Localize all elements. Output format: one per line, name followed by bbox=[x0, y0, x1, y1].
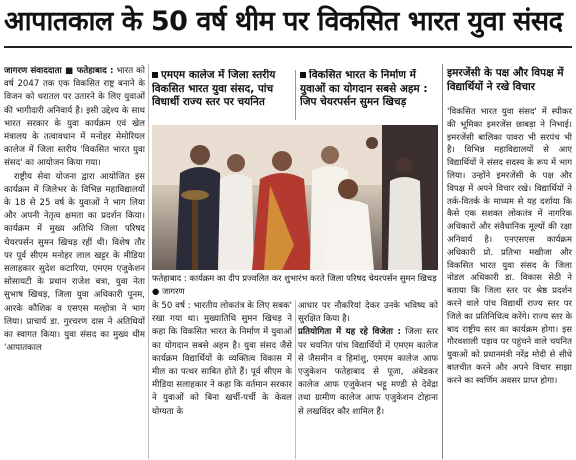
dateline: जागरण संवाददाता ■ फतेहाबाद : bbox=[4, 66, 114, 76]
winners-text: जिला स्तर पर चयनित पांच विद्यार्थियों में एमएम कालेज से जैसमीन व हिमांशु, एमएम कालेज आफ एजुकेशन फतेहाबाद से पूजा, अंबेडकर कालेज आफ एजुकेशन भट्टू मण्डी से देवेंद्रा तथा ग्रामीण कालेज आफ एजुकेशन टोहाना से लखविंदर कौर शामिल हैं। bbox=[298, 327, 438, 417]
deck-headline-1 bbox=[152, 69, 292, 121]
deck-headline-1-text: एमएम कालेज में जिला स्तरीय विकसित भारत युवा संसद, पांच विधार्थी राज्य स्तर पर चयनित bbox=[152, 69, 276, 109]
column-2-text: के 50 वर्ष : भारतीय लोकतंत्र के लिए सबक' रखा गया था। मुख्यातिथि सुमन खिचड़ ने कहा कि विकसित भारत के निर्माण में युवाओं का योगदान सबसे अहम है। युवा संसद जैसे कार्यक्रम विद्यार्थियों के व्यक्तित्व विकास में मील का पत्थर साबित होते हैं। पूर्व सीएम के मीडिया सलाहकार ने कहा कि वर्तमान सरकार ने युवाओं को बिना खर्ची-पर्ची के केवल योग्यता के bbox=[152, 301, 292, 417]
photo-illustration bbox=[152, 125, 438, 270]
column-3-paragraph-1: आधार पर नौकरियां देकर उनके भविष्य को सुरक्षित किया है। bbox=[298, 301, 438, 325]
headline: आपातकाल के 50 वर्ष थीम पर विकसित भारत युवा संसद bbox=[4, 6, 563, 37]
headline-rule bbox=[4, 46, 572, 48]
column-divider-2 bbox=[295, 300, 296, 459]
column-3-paragraph-2 bbox=[298, 326, 438, 418]
column-1-paragraph-1: भारत को वर्ष 2047 तक एक विकसित राष्ट्र बनाने के विजन को धरातल पर उतारने के लिए युवाओं की भागीदारी अनिवार्य है। इसी उद्देश्य के साथ भारत सरकार के युवा कार्यक्रम एवं खेल मंत्रालय के तत्वावधान में मनोहर मेमोरियल कालेज में जिला स्तरीय 'विकसित भारत युवा संसद' का आयोजन किया गया। bbox=[4, 66, 145, 169]
article-column-2 bbox=[152, 300, 292, 459]
bullet-square-icon bbox=[152, 72, 158, 78]
deck-headline-2-text: विकसित भारत के निर्माण में युवाओं का योगदान सबसे अहम : जिप चेयरपर्सन सुमन खिचड़ bbox=[300, 69, 428, 109]
article-column-1 bbox=[4, 65, 145, 459]
photo-caption: फतेहाबाद : कार्यक्रम का दीप प्रज्वलित कर शुभारंभ करते जिला परिषद चेयरपर्सन सुमन खिचड़ ● जागरण bbox=[152, 273, 437, 296]
article-column-3 bbox=[298, 300, 438, 459]
column-divider-1 bbox=[148, 64, 149, 459]
side-headline: इमरजेंसी के पक्ष और विपक्ष में विद्यार्थियों ने रखे विचार bbox=[447, 67, 564, 93]
column-divider-3 bbox=[442, 64, 443, 459]
deck-divider bbox=[295, 70, 296, 120]
column-1-paragraph-2: राष्ट्रीय सेवा योजना द्वारा आयोजित इस कार्यक्रम में जिलेभर के विभिन्न महाविद्यालयों के 18 से 25 वर्ष के युवाओं ने भाग लिया और अपनी नेतृत्व क्षमता का प्रदर्शन किया। कार्यक्रम में मुख्य अतिथि जिला परिषद चेयरपर्सन सुमन खिचड़ रहीं थी। विशेष तौर पर पूर्व सीएम मनोहर लाल खट्टर के मीडिया सलाहकार सुदेश कटारिया, एमएम एजुकेशन सोसायटी के प्रधान राजेश बत्रा, युवा नेता सुभाष खिचड़, जिला युवा अधिकारी पूनम, आरके कौशिक व एसएस मल्होत्रा ने भाग लिया। प्राचार्य डा. गुरचरण दास ने अतिथियों का स्वागत किया। युवा संसद का मुख्य थीम 'आपातकाल bbox=[4, 171, 145, 354]
event-photo bbox=[152, 125, 438, 270]
column-1-text bbox=[4, 65, 145, 171]
side-article-text: 'विकसित भारत युवा संसद' में स्पीकर की भूमिका इमरजेंस छाबड़ा ने निभाई। इमरजेंसी बालिका पावरा भी सरपंच भी है। विभिन्न महाविद्यालयों से आए विद्यार्थियों ने संसद सदस्य के रूप में भाग लिया। उन्होंने इमरजेंसी के पक्ष और विपक्ष में अपने विचार रखे। विद्यार्थियों ने तर्क-वितर्क के माध्यम से यह दर्शाया कि कैसे एक सशक्त लोकतंत्र में नागरिक अधिकारों और संवैधानिक मूल्यों की रक्षा अनिवार्य है। एनएसएस कार्यक्रम अधिकारी प्रो. प्रतिभा मखीजा और विकसित भारत युवा संसद के जिला नोडल अधिकारी डा. विकास सेठी ने बताया कि जिला स्तर पर श्रेष्ठ प्रदर्शन करने वाले पांच विद्यार्थी राज्य स्तर पर जिले का प्रतिनिधित्व करेंगे। राज्य स्तर के बाद राष्ट्रीय स्तर का कार्यक्रम होगा। इस गौरवशाली पड़ाव पर पहुंचने वाले चयनित युवाओं को प्रधानमंत्री नरेंद्र मोदी से सीधे बातचीत करने और अपने विचार साझा करने का स्वर्णिम अवसर प्राप्त होगा। bbox=[447, 107, 572, 386]
deck-headline-2 bbox=[300, 69, 438, 121]
winners-subhead: प्रतियोगिता में यह रहे विजेता : bbox=[298, 327, 401, 338]
side-article-body bbox=[447, 106, 572, 459]
bullet-square-icon bbox=[300, 72, 306, 78]
